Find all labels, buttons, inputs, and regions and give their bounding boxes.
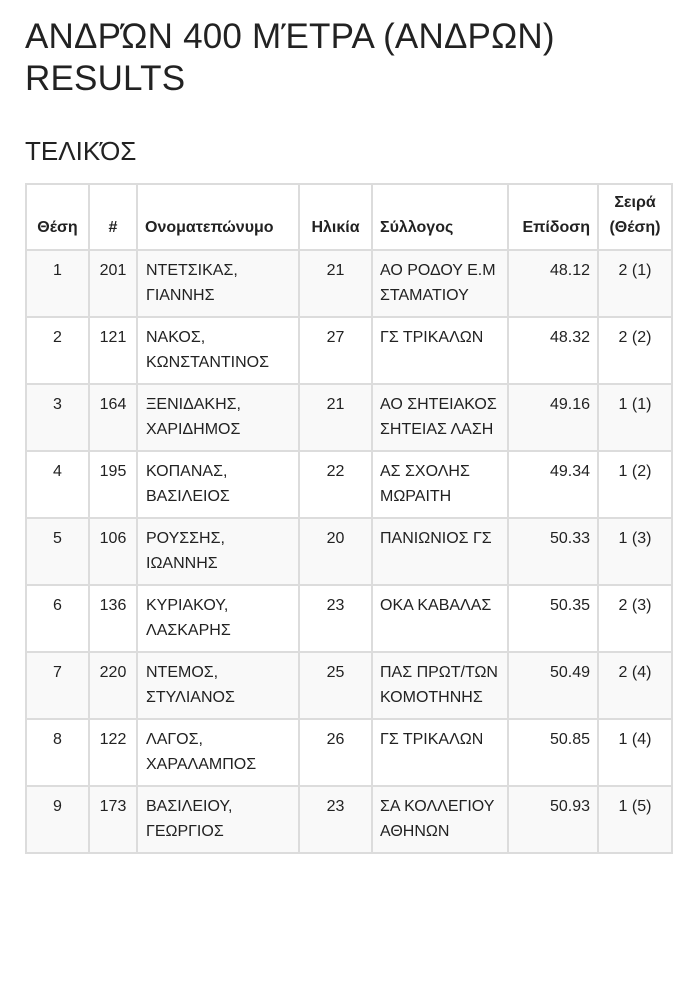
table-row <box>26 518 672 585</box>
header-heat <box>598 184 672 250</box>
cell-athlete-name: ΛΑΓΟΣ, ΧΑΡΑΛΑΜΠΟΣ <box>137 719 299 786</box>
cell-performance: 50.49 <box>508 652 598 719</box>
cell-heat: 2 (1) <box>598 250 672 317</box>
cell-athlete-name: ΝΤΕΤΣΙΚΑΣ, ΓΙΑΝΝΗΣ <box>137 250 299 317</box>
cell-age: 20 <box>299 518 372 585</box>
cell-age: 27 <box>299 317 372 384</box>
cell-place: 5 <box>26 518 89 585</box>
cell-bib: 121 <box>89 317 137 384</box>
header-age: Ηλικία <box>299 184 372 250</box>
cell-club: ΓΣ ΤΡΙΚΑΛΩΝ <box>372 317 508 384</box>
cell-age: 25 <box>299 652 372 719</box>
cell-bib: 173 <box>89 786 137 853</box>
cell-heat: 2 (4) <box>598 652 672 719</box>
cell-club: ΑΟ ΡΟΔΟΥ Ε.Μ ΣΤΑΜΑΤΙΟΥ <box>372 250 508 317</box>
cell-heat: 2 (3) <box>598 585 672 652</box>
cell-heat: 1 (2) <box>598 451 672 518</box>
header-place: Θέση <box>26 184 89 250</box>
cell-performance: 49.34 <box>508 451 598 518</box>
header-performance: Επίδοση <box>508 184 598 250</box>
cell-performance: 50.85 <box>508 719 598 786</box>
cell-performance: 48.32 <box>508 317 598 384</box>
cell-heat: 1 (3) <box>598 518 672 585</box>
cell-place: 2 <box>26 317 89 384</box>
cell-performance: 50.35 <box>508 585 598 652</box>
cell-athlete-name: ΝΑΚΟΣ, ΚΩΝΣΤΑΝΤΙΝΟΣ <box>137 317 299 384</box>
cell-bib: 201 <box>89 250 137 317</box>
cell-bib: 122 <box>89 719 137 786</box>
table-row <box>26 786 672 853</box>
cell-age: 26 <box>299 719 372 786</box>
cell-bib: 220 <box>89 652 137 719</box>
cell-club: ΓΣ ΤΡΙΚΑΛΩΝ <box>372 719 508 786</box>
cell-age: 22 <box>299 451 372 518</box>
cell-club: ΑΟ ΣΗΤΕΙΑΚΟΣ ΣΗΤΕΙΑΣ ΛΑΣΗ <box>372 384 508 451</box>
header-heat-line2: (Θέση) <box>609 218 661 236</box>
cell-age: 23 <box>299 786 372 853</box>
cell-place: 1 <box>26 250 89 317</box>
header-club: Σύλλογος <box>372 184 508 250</box>
cell-place: 4 <box>26 451 89 518</box>
table-row <box>26 384 672 451</box>
cell-performance: 50.33 <box>508 518 598 585</box>
cell-age: 21 <box>299 384 372 451</box>
cell-bib: 195 <box>89 451 137 518</box>
cell-place: 6 <box>26 585 89 652</box>
cell-performance: 49.16 <box>508 384 598 451</box>
cell-performance: 50.93 <box>508 786 598 853</box>
cell-heat: 1 (4) <box>598 719 672 786</box>
cell-age: 21 <box>299 250 372 317</box>
cell-place: 7 <box>26 652 89 719</box>
results-page <box>0 16 687 854</box>
cell-heat: 1 (1) <box>598 384 672 451</box>
page-title: ΑΝΔΡΏΝ 400 ΜΈΤΡΑ (ΑΝΔΡΩΝ) RESULTS <box>25 17 555 98</box>
header-bib: # <box>89 184 137 250</box>
cell-bib: 164 <box>89 384 137 451</box>
cell-club: ΠΑΣ ΠΡΩΤ/ΤΩΝ ΚΟΜΟΤΗΝΗΣ <box>372 652 508 719</box>
table-row <box>26 317 672 384</box>
header-heat-line1: Σειρά <box>614 194 656 211</box>
cell-athlete-name: ΡΟΥΣΣΗΣ, ΙΩΑΝΝΗΣ <box>137 518 299 585</box>
cell-age: 23 <box>299 585 372 652</box>
cell-place: 3 <box>26 384 89 451</box>
cell-athlete-name: ΚΥΡΙΑΚΟΥ, ΛΑΣΚΑΡΗΣ <box>137 585 299 652</box>
table-row <box>26 585 672 652</box>
cell-bib: 136 <box>89 585 137 652</box>
header-name: Ονοματεπώνυμο <box>137 184 299 250</box>
cell-athlete-name: ΚΟΠΑΝΑΣ, ΒΑΣΙΛΕΙΟΣ <box>137 451 299 518</box>
cell-athlete-name: ΞΕΝΙΔΑΚΗΣ, ΧΑΡΙΔΗΜΟΣ <box>137 384 299 451</box>
cell-place: 8 <box>26 719 89 786</box>
cell-club: ΟΚΑ ΚΑΒΑΛΑΣ <box>372 585 508 652</box>
table-header-row <box>26 184 672 250</box>
cell-club: ΠΑΝΙΩΝΙΟΣ ΓΣ <box>372 518 508 585</box>
cell-athlete-name: ΝΤΕΜΟΣ, ΣΤΥΛΙΑΝΟΣ <box>137 652 299 719</box>
cell-heat: 2 (2) <box>598 317 672 384</box>
cell-place: 9 <box>26 786 89 853</box>
table-row <box>26 719 672 786</box>
section-title: ΤΕΛΙΚΌΣ <box>25 136 137 166</box>
results-body <box>26 250 672 853</box>
results-table <box>25 183 673 854</box>
cell-heat: 1 (5) <box>598 786 672 853</box>
cell-club: ΣΑ ΚΟΛΛΕΓΙΟΥ ΑΘΗΝΩΝ <box>372 786 508 853</box>
table-row <box>26 250 672 317</box>
table-row <box>26 451 672 518</box>
cell-club: ΑΣ ΣΧΟΛΗΣ ΜΩΡΑΙΤΗ <box>372 451 508 518</box>
cell-athlete-name: ΒΑΣΙΛΕΙΟΥ, ΓΕΩΡΓΙΟΣ <box>137 786 299 853</box>
table-row <box>26 652 672 719</box>
cell-bib: 106 <box>89 518 137 585</box>
cell-performance: 48.12 <box>508 250 598 317</box>
